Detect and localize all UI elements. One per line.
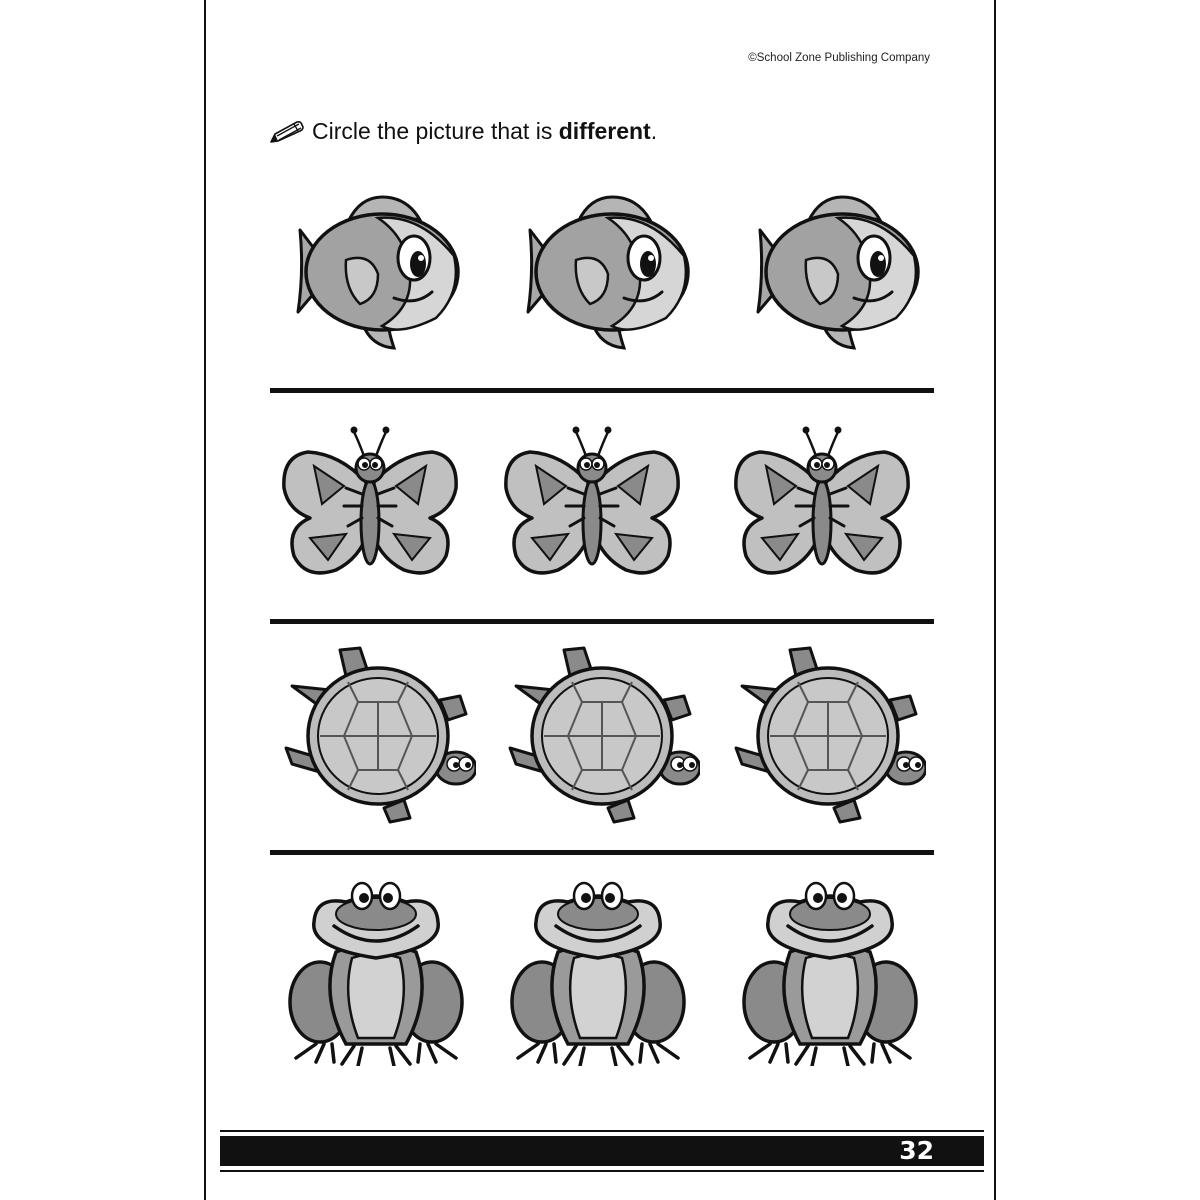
turtle-icon[interactable]	[276, 640, 476, 830]
instruction-prefix: Circle the picture that is	[312, 118, 553, 144]
turtle-icon[interactable]	[726, 640, 926, 830]
frog-icon[interactable]	[730, 876, 930, 1066]
butterfly-icon[interactable]	[492, 410, 692, 600]
copyright-text: ©School Zone Publishing Company	[748, 52, 930, 64]
row-divider	[270, 619, 934, 624]
turtle-row	[270, 640, 932, 830]
fish-row	[270, 180, 932, 370]
instruction-suffix: .	[650, 118, 658, 144]
butterfly-icon[interactable]	[270, 410, 470, 600]
frog-icon[interactable]	[276, 876, 476, 1066]
instruction-emphasis: different	[558, 118, 651, 144]
footer-bar	[220, 1136, 984, 1166]
row-divider	[270, 388, 934, 393]
butterfly-icon[interactable]	[722, 410, 922, 600]
instruction	[268, 118, 657, 145]
fish-icon[interactable]	[730, 180, 930, 370]
worksheet-page	[204, 0, 996, 1200]
pencil-icon	[268, 119, 306, 145]
fish-icon[interactable]	[270, 180, 470, 370]
row-divider	[270, 850, 934, 855]
fish-icon[interactable]	[500, 180, 700, 370]
turtle-icon[interactable]	[500, 640, 700, 830]
butterfly-row	[270, 410, 932, 600]
page-number: 32	[899, 1136, 934, 1165]
frog-icon[interactable]	[498, 876, 698, 1066]
frog-row	[270, 876, 932, 1066]
